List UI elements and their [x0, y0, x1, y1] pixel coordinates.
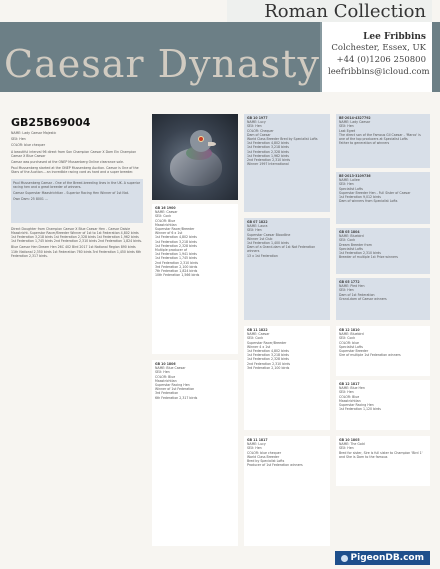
dam-card	[152, 360, 238, 546]
card-line: Superstar Racer/Breeder	[155, 227, 195, 232]
card-line: NAME: Lollee	[339, 178, 360, 183]
card-line: 1st Federation 1,745 birds	[155, 256, 197, 261]
card-line: Dam of winners from Specialist Lofts	[339, 199, 398, 204]
card-line: 1st Federation 4,802 birds	[247, 349, 289, 354]
intro-line: A beautiful interval 96 direct from Son Champion Caesar X Dam Ein Champion Caesar X Blue Caesar	[11, 149, 137, 158]
card-line: Dam of a Grand-dam of 1st Nat Federation winners	[247, 245, 316, 254]
card-ring: GB 07 1822	[247, 220, 268, 224]
granddam-dam-card	[244, 436, 330, 546]
card-line: Winner 4 x 1st	[247, 344, 271, 349]
intro-line: NAME: Lady Caesar Majestic	[11, 131, 57, 135]
collection-title: Roman Collection	[227, 0, 432, 22]
ggp-card-4	[336, 278, 430, 320]
card-line: COLOR: Blue	[155, 374, 176, 379]
bird-photo	[152, 114, 238, 200]
card-line: 1st Federation 1,962 birds	[247, 153, 289, 158]
card-line: 1st Federation 9,012 birds	[339, 195, 381, 200]
card-line: Last Egret	[339, 128, 356, 133]
card-ring: GB 10 1805	[339, 438, 360, 442]
card-line: Bred by Specialist Lofts	[247, 459, 285, 464]
card-ring: BE-2014-4327792	[339, 116, 371, 120]
card-line: Sire of multiple 1st Federation winners	[339, 353, 401, 358]
card-line: 1st Federation 3,218 birds	[155, 239, 197, 244]
highlight-box	[11, 179, 143, 223]
card-ring: GB 10 1806	[155, 362, 176, 366]
card-ring: GB 11 1822	[247, 328, 268, 332]
card-line: NAME: Bluebird	[339, 234, 364, 239]
card-line: NAME: Lucy	[247, 442, 266, 447]
card-line: Superstar Racer/Breeder	[247, 340, 287, 345]
card-line: Breeder of multiple 1st Prize winners	[339, 255, 398, 260]
contact-town: Colchester, Essex, UK	[331, 43, 426, 53]
brand-label: PigeonDB.com	[350, 553, 424, 563]
contact-name: Lee Fribbins	[363, 32, 426, 42]
grandsire-dam-card	[244, 218, 330, 320]
card-line: Specialist Lofts	[339, 344, 363, 349]
card-line: Superstar Breeder	[339, 349, 369, 354]
ggp-card-1	[336, 114, 430, 168]
body-para: Paul Mussenberg started at the ONEP Mussenberg Auction. Caesar is One of the Stars of the Auction... an incredible racing card as hard and a super breeder.	[11, 166, 139, 175]
body-para: Own Dam: 25 8001 ...	[13, 197, 48, 202]
card-line: 1st Federation 2,328 birds	[247, 149, 289, 154]
card-line: Winner of 1st Federation	[155, 387, 195, 392]
card-line: COLOR: Blue	[155, 218, 176, 223]
card-line: Superstar Racing Hen	[339, 403, 374, 408]
card-line: SEX: Hen	[339, 124, 354, 129]
card-line: Dream Breeder from	[339, 242, 372, 247]
header	[0, 0, 440, 108]
card-line: World Class Breeder Bred by Specialist Lofts	[247, 137, 318, 142]
page-title: Caesar Dynasty	[4, 42, 320, 86]
pigeondb-brand[interactable]	[335, 551, 430, 565]
card-line: NAME: Bluebird	[339, 332, 364, 337]
card-line: COLOR: blue chequer	[247, 450, 282, 455]
card-line: NAME: Laura	[247, 224, 268, 229]
card-ring: GB 05 1772	[339, 280, 360, 284]
card-line: COLOR: Chequer	[247, 128, 274, 133]
card-line: Grand-dam of Caesar winners	[339, 296, 387, 301]
card-ring: GB 12 1817	[339, 382, 360, 386]
main-bird-details	[8, 114, 146, 510]
main-intro	[11, 131, 143, 175]
card-line: 1st Federation 1,941 birds	[155, 252, 197, 257]
bird-beak	[208, 142, 216, 146]
card-line: 1st Federation 1,120 birds	[339, 407, 381, 412]
card-line: SEX: Hen	[155, 370, 170, 375]
ggp-card-2	[336, 172, 430, 224]
card-line: Winner 1997 International	[247, 162, 289, 167]
card-line: Father to generation of winners	[339, 141, 390, 146]
ggp-card-3	[336, 228, 430, 274]
body-para: Blue Caesar Hen Dream Hen 26C 402 Bird 2017 1st National Region 890 birds 11th National 2,350 birds 1st Federation 760 birds 3rd Federation 1,450 birds 6th Federation 2,317 birds.	[11, 245, 142, 258]
card-line: 1st Federation 4,802 birds	[155, 235, 197, 240]
card-line: 1st Federation 2,310 birds	[339, 251, 381, 256]
ggp-card-7	[336, 436, 430, 486]
card-line: 1st Federation 3,218 birds	[247, 353, 289, 358]
card-line: Bred for sister, Sire is full sister to Champion 'Bird 1' and She is Dam to the famous	[339, 450, 423, 459]
card-line: 3rd Federation	[155, 391, 179, 396]
card-ring: GB 10 1977	[247, 116, 268, 120]
intro-line: SEX: Hen	[11, 137, 26, 142]
card-line: Superstar Racing Hen	[155, 383, 190, 388]
card-line: 7th Federation 1,824 birds	[155, 269, 198, 274]
card-line: The direct son of the Famous Gil Caesar - 'Marco' is one of the top producers at Specialist Lofts	[339, 132, 421, 142]
card-line: SEX: Cock	[155, 214, 172, 219]
card-line: NAME: Caesar	[247, 332, 270, 337]
card-line: SEX: Hen	[247, 446, 262, 451]
card-line: Dam of 1st Federation	[339, 292, 375, 297]
card-line: 2nd Federation 2,310 birds	[247, 158, 291, 163]
card-line: 1st Federation 2,328 birds	[155, 243, 197, 248]
card-ring: BE-2013-3109736	[339, 174, 371, 178]
body-para: Caesar was purchased at the ONEP Mussenberg Online clearance sale.	[11, 160, 124, 165]
card-line: COLOR: Blue	[339, 394, 360, 399]
contact-box	[320, 22, 432, 92]
card-line: Multiple producer of	[155, 248, 188, 253]
card-line: 13 x 1st Federation	[247, 253, 278, 258]
card-line: NAME: Caesar	[155, 210, 178, 215]
card-line: 1st Federation 4,802 birds	[247, 141, 289, 146]
card-ring: GB 12 1810	[339, 328, 360, 332]
card-line: SEX: Hen	[339, 288, 354, 293]
card-line: Specialist Lofts	[339, 186, 363, 191]
card-line: Superstar Breeder Hen - Full Sister of Caesar	[339, 190, 411, 195]
card-line: SEX: Hen	[339, 446, 354, 451]
card-line: World Class Breeder	[247, 454, 280, 459]
ggp-card-5	[336, 326, 430, 376]
card-line: Specialist Lofts	[339, 246, 363, 251]
card-line: 10th Federation 1,566 birds	[155, 273, 200, 278]
card-line: NAME: Pied Hen	[339, 284, 365, 289]
card-line: NAME: Lady Caesar	[339, 120, 371, 125]
card-line: Maastrichtian	[155, 222, 177, 227]
card-line: 1st Federation 2,328 birds	[247, 357, 289, 362]
main-ring-number: GB25B69004	[11, 116, 91, 129]
card-line: 2nd Federation 2,310 birds	[247, 361, 291, 366]
main-lower-text	[11, 227, 143, 258]
card-line: COLOR: blue	[339, 340, 359, 345]
sire-card	[152, 204, 238, 354]
card-line: SEX: Hen	[247, 228, 262, 233]
contact-phone: +44 (0)1206 250800	[336, 55, 426, 65]
card-line: 3rd Federation 2,100 birds	[247, 365, 290, 370]
card-line: 2nd Federation 2,310 birds	[155, 260, 199, 265]
card-ring: GB 05 1804	[339, 230, 360, 234]
card-line: 3rd Federation 2,100 birds	[155, 264, 198, 269]
card-line: Winner 1st Club	[247, 236, 273, 241]
card-line: SEX: Cock	[339, 336, 356, 341]
card-line: 6th Federation 2,317 birds	[155, 395, 198, 400]
card-line: NAME: Lucy	[247, 120, 266, 125]
card-line: NAME: Blue Hen	[339, 386, 365, 391]
card-ring: GB 16 1900	[155, 206, 176, 210]
card-line: Dam of Caesar	[247, 132, 271, 137]
contact-email[interactable]: leefribbins@icloud.com	[328, 67, 430, 77]
body-para: Caesar Superstar Maastrichtian - Superior Racing Hen Winner of 1st Nat.	[13, 191, 130, 196]
card-line: SEX: Hen	[247, 124, 262, 129]
card-line: Superstar Caesar Bloodline	[247, 232, 291, 237]
card-line: SEX: Hen	[339, 182, 354, 187]
card-line: SEX: Cock	[339, 238, 356, 243]
intro-line: COLOR: blue chequer	[11, 143, 46, 148]
card-line: SEX: Hen	[339, 390, 354, 395]
card-line: SEX: Cock	[247, 336, 264, 341]
card-line: Maastrichtian	[155, 378, 177, 383]
card-ring: GB 11 1817	[247, 438, 268, 442]
card-line: NAME: Blue Caesar	[155, 366, 186, 371]
card-line: 1st Federation 1,400 birds	[247, 241, 289, 246]
body-para: Paul Mussenberg Caesar - One of the Breed-breeding lines in the UK. A superior racing hen and a great breeder of winners.	[13, 180, 141, 189]
ggp-card-6	[336, 380, 430, 430]
card-line: Maastrichtian	[339, 398, 361, 403]
grandsire-card	[244, 114, 330, 212]
granddam-card	[244, 326, 330, 430]
card-line: Producer of 1st Federation winners	[247, 463, 303, 468]
pigeon-icon	[341, 555, 348, 562]
card-line: Winner of 6 x 1st	[155, 231, 183, 236]
card-line: 1st Federation 3,218 birds	[247, 145, 289, 150]
body-para: Direct Daughter from Champion Caesar X Blue Caesar Hen - Caesar Daisie Maastricht. Superstar Racer/Breeder Winner of 1st to 1st Federation 4,802 birds 1st Federation 3,218 birds 1st Federation 2,328 birds 1st Federation 1,962 birds 1st Federation 1,745 birds 2nd Federation 2,310 birds 2nd Federation 1,824 birds.	[11, 226, 143, 244]
bird-eye	[198, 136, 204, 142]
card-line: NAME: The Gold	[339, 442, 365, 447]
